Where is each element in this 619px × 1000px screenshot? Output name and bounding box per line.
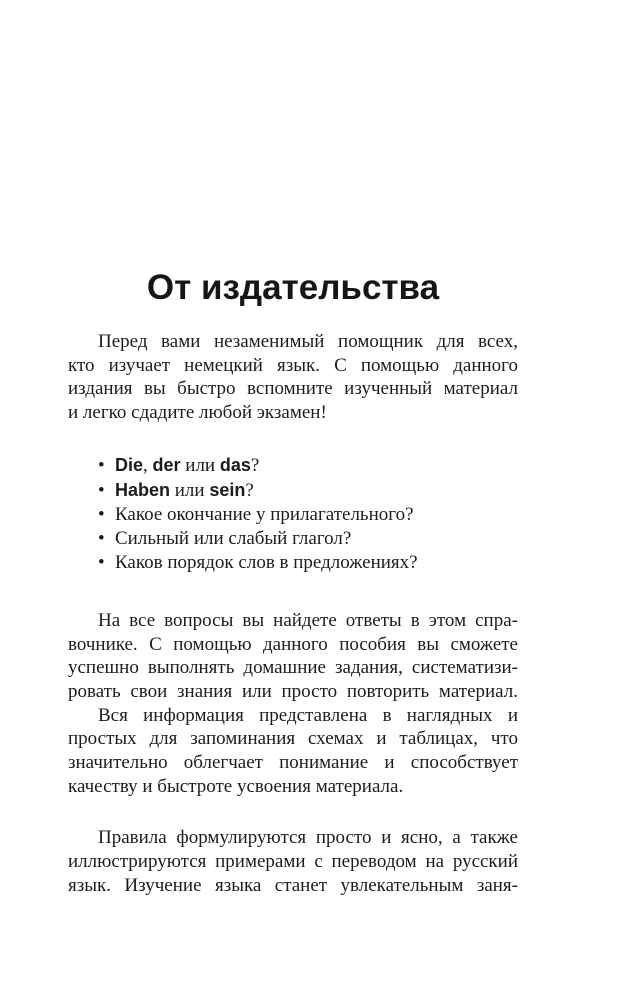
list-item [98, 527, 518, 551]
bullet-icon: • [98, 454, 105, 476]
text-line: издания вы быстро вспомните изученный материал [68, 378, 518, 400]
question-text: Сильный или слабый глагол? [115, 527, 352, 549]
page-body [68, 330, 518, 898]
text-line: Перед вами незаменимый помощник для всех, [98, 331, 518, 352]
paragraph-rules [68, 826, 518, 897]
question-text: или [180, 454, 220, 476]
text-line: На все вопросы вы найдете ответы в этом спра- [98, 609, 518, 631]
list-item [98, 551, 518, 575]
question-text: Какое окончание у прилагательного? [115, 503, 414, 525]
list-item [98, 478, 518, 503]
text-line: язык. Изучение языка станет увлекательным заня- [68, 874, 518, 896]
bullet-icon: • [98, 503, 105, 525]
text-line: ровать свои знания или просто повторить материал. [68, 680, 518, 702]
question-text: ? [250, 454, 260, 476]
question-text: , [143, 454, 153, 476]
text-line: кто изучает немецкий язык. С помощью данного [68, 354, 518, 376]
bullet-icon: • [98, 551, 105, 573]
page-title: От издательства [146, 268, 440, 307]
german-term: der [152, 454, 181, 475]
paragraph-answers [68, 609, 518, 704]
bullet-icon: • [98, 527, 105, 549]
text-line: Вся информация представлена в наглядных и [98, 704, 518, 726]
paragraph-tables [68, 704, 518, 799]
german-term: sein [209, 479, 246, 500]
list-item [98, 503, 518, 527]
text-line: значительно облегчает понимание и способствует [68, 752, 518, 774]
german-term: Haben [115, 479, 171, 500]
german-term: Die [115, 454, 144, 475]
paragraph-intro [68, 330, 518, 425]
text-line: Правила формулируются просто и ясно, а также [98, 827, 518, 849]
text-line: вочнике. С помощью данного пособия вы сможете [68, 633, 518, 655]
bullet-icon: • [98, 479, 105, 501]
question-list [68, 453, 518, 575]
question-text: Каков порядок слов в предложениях? [115, 551, 418, 573]
list-item [98, 453, 518, 478]
text-line: успешно выполнять домашние задания, систематизи- [68, 657, 518, 679]
german-term: das [219, 454, 251, 475]
text-line: качеству и быстроте усвоения материала. [68, 775, 404, 797]
text-line: иллюстрируются примерами с переводом на русский [68, 851, 518, 873]
text-line: и легко сдадите любой экзамен! [68, 402, 327, 424]
question-text: ? [245, 479, 254, 501]
text-line: простых для запоминания схемах и таблицах, что [68, 728, 518, 750]
question-text: или [170, 479, 210, 501]
